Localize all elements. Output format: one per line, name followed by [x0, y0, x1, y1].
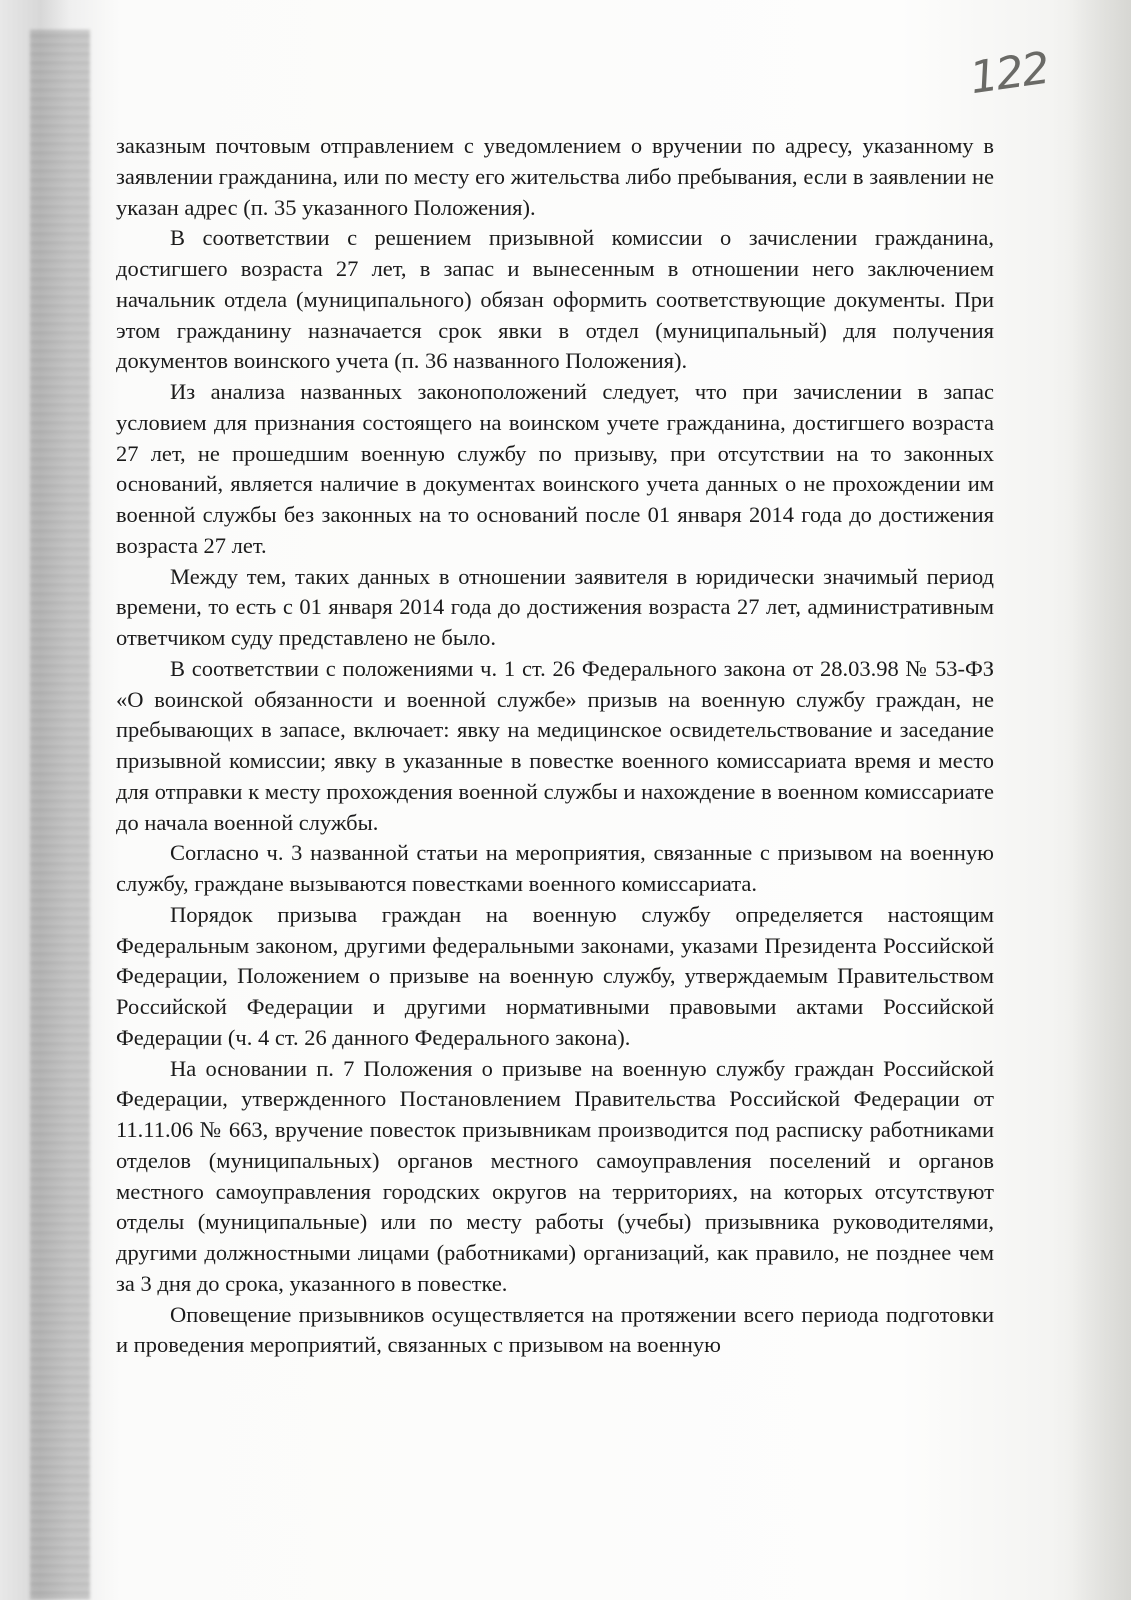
paragraph: Между тем, таких данных в отношении заявителя в юридически значимый период времени, то есть с 01 января 2014 года до достижения возраста 27 лет, административным ответчиком суду представлено не было.: [116, 563, 994, 650]
handwritten-page-number: 122: [966, 42, 1052, 105]
paragraph: Согласно ч. 3 названной статьи на мероприятия, связанные с призывом на военную службу, граждане вызываются повестками военного комиссариата.: [116, 840, 994, 896]
paragraph: Из анализа названных законоположений следует, что при зачислении в запас условием для признания состоящего на воинском учете гражданина, достигшего возраста 27 лет, не прошедшим военную службу по призыву, при отсутствии на то законных оснований, является наличие в документах воинского учета данных о не прохождении им военной службы без законных на то оснований после 01 января 2014 года до достижения возраста 27 лет.: [116, 379, 994, 558]
paragraph: Оповещение призывников осуществляется на протяжении всего периода подготовки и проведения мероприятий, связанных с призывом на военную: [116, 1301, 994, 1358]
scan-binding-shadow: [30, 30, 90, 1600]
paragraph: В соответствии с положениями ч. 1 ст. 26 Федерального закона от 28.03.98 № 53-ФЗ «О воинской обязанности и военной службе» призыв на военную службу граждан, не пребывающих в запасе, включает: явку на медицинское освидетельствование и заседание призывной комиссии; явку в указанные в повестке военного комиссариата время и место для отправки к месту прохождения военной службы и нахождение в военном комиссариате до начала военной службы.: [116, 655, 994, 835]
paragraph: В соответствии с решением призывной комиссии о зачислении гражданина, достигшего возраста 27 лет, в запас и вынесенным в отношении него заключением начальник отдела (муниципального) обязан оформить соответствующие документы. При этом гражданину назначается срок явки в отдел (муниципальный) для получения документов воинского учета (п. 36 названного Положения).: [116, 225, 994, 374]
document-body: [116, 131, 994, 1361]
scan-right-edge: [1071, 0, 1131, 1600]
paragraph: Порядок призыва граждан на военную службу определяется настоящим Федеральным законом, другими федеральными законами, указами Президента Российской Федерации, Положением о призыве на военную службу, утверждаемым Правительством Российской Федерации и другими нормативными правовыми актами Российской Федерации (ч. 4 ст. 26 данного Федерального закона).: [116, 901, 994, 1050]
paragraph: заказным почтовым отправлением с уведомлением о вручении по адресу, указанному в заявлении гражданина, или по месту его жительства либо пребывания, если в заявлении не указан адрес (п. 35 указанного Положения).: [116, 133, 994, 220]
paragraph: На основании п. 7 Положения о призыве на военную службу граждан Российской Федерации, утвержденного Постановлением Правительства Российской Федерации от 11.11.06 № 663, вручение повесток призывникам производится под расписку работниками отделов (муниципальных) органов местного самоуправления поселений и органов местного самоуправления городских округов на территориях, на которых отсутствуют отделы (муниципальные) или по месту работы (учебы) призывника руководителями, другими должностными лицами (работниками) организаций, как правило, не позднее чем за 3 дня до срока, указанного в повестке.: [116, 1055, 994, 1296]
